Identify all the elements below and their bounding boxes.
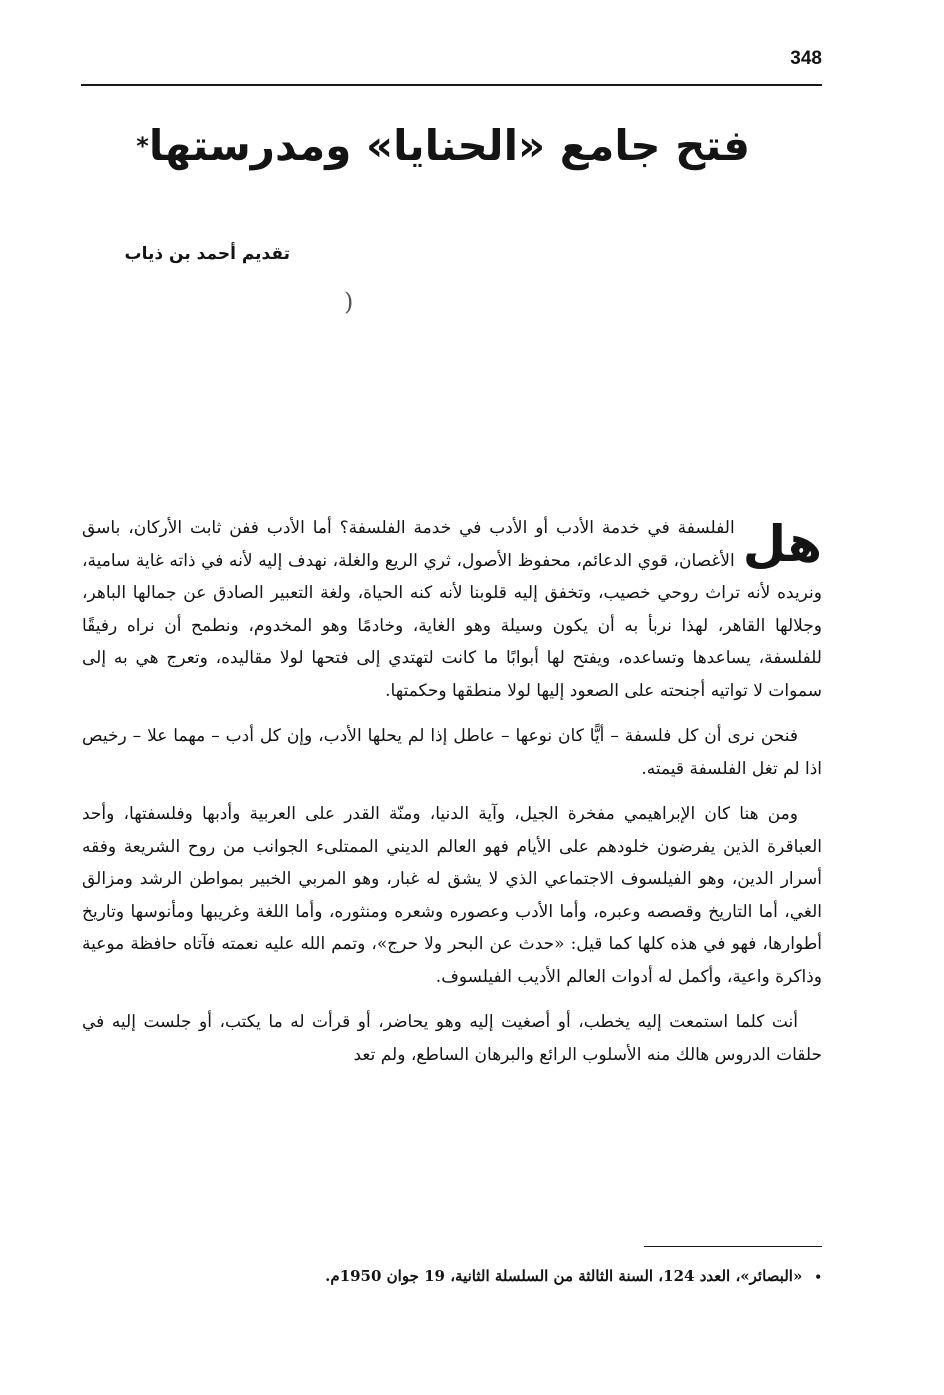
footnote-bullet: • <box>814 1270 822 1284</box>
header-rule <box>81 84 822 86</box>
footnote-rule <box>644 1246 822 1247</box>
footnote <box>180 1263 822 1290</box>
paragraph-3: ومن هنا كان الإبراهيمي مفخرة الجيل، وآية الدنيا، ومنّة القدر على العربية وأدبها وفلسفتها، وأحد العباقرة الذين يفرضون خلودهم على الأيام فهو العالم الديني الممتلىء الجوانب من روح الشريعة وفقه أسرار الدين، وهو الفيلسوف الاجتماعي الذي لا يشق له غبار، وهو المربي الخبير بمواطن الرشد ومزالق الغي، أما التاريخ وقصصه وعبره، وأما الأدب وعصوره وشعره ومنثوره، وأما اللغة وغريبها ومأنوسها وتاريخ أطوارها، فهو في هذه كلها كما قيل: «حدث عن البحر ولا حرج»، وتمم الله عليه نعمته فآتاه حافظة موعية وذاكرة واعية، وأكمل له أدوات العالم الأديب الفيلسوف. <box>82 804 822 987</box>
page-number: 348 <box>790 48 822 69</box>
dropcap: هل <box>742 515 822 573</box>
footnote-text: «البصائر»، العدد 124، السنة الثالثة من السلسلة الثانية، 19 جوان 1950م. <box>325 1267 803 1285</box>
article-body <box>82 512 822 1084</box>
article-title <box>136 116 750 176</box>
article-byline: تقديم أحمد بن ذياب <box>124 244 290 264</box>
paragraph-1-text: الفلسفة في خدمة الأدب أو الأدب في خدمة الفلسفة؟ أما الأدب ففن ثابت الأركان، باسق الأغصان، قوي الدعائم، محفوظ الأصول، ثري الريع والغلة، نهدف إليه لأنه في ذاته غاية سامية، ونريده لأنه تراث روحي خصيب، وتخفق إليه قلوبنا لأنه كنه الحياة، ولغة التعبير الصادق عن جمالها الباهر، وجلالها القاهر، لهذا نربأ به أن يكون وسيلة وهو الغاية، وخادمًا وهو المخدوم، ونطمح أن نراه رفيقًا للفلسفة، يساعدها وتساعده، ويفتح لها أبوابًا ما كانت لتهتدي إلى فتحها لولا مقاليده، وتعرج هي به إلى سموات لا تواتيه أجنحته على الصعود إليها لولا منطقها وحكمتها. <box>82 518 822 701</box>
stray-bracket-mark: ) <box>344 288 354 316</box>
article-title-text: فتح جامع «الحنايا» ومدرستها <box>148 121 750 170</box>
paragraph-2: فنحن نرى أن كل فلسفة – أيًّا كان نوعها – عاطل إذا لم يحلها الأدب، وإن كل أدب – مهما علا – رخيص اذا لم تغل الفلسفة قيمته. <box>82 726 822 779</box>
paragraph-1 <box>82 512 822 707</box>
footnote-marker: * <box>136 132 149 160</box>
paragraph-4: أنت كلما استمعت إليه يخطب، أو أصغيت إليه وهو يحاضر، أو قرأت له ما يكتب، أو جلست إليه في حلقات الدروس هالك منه الأسلوب الرائع والبرهان الساطع، ولم تعد <box>82 1012 822 1065</box>
